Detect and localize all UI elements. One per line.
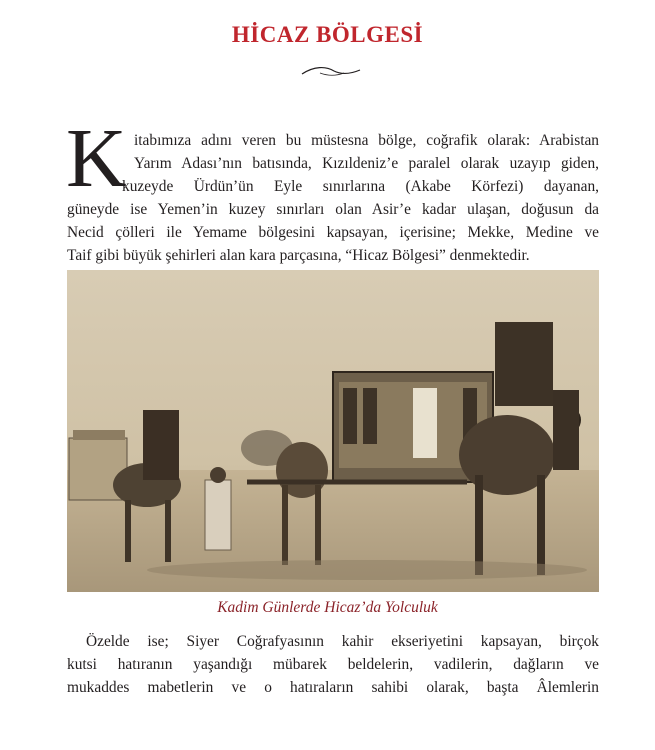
intro-line: itabımıza adını veren bu müstesna bölge, coğrafik olarak: Arabistan xyxy=(134,132,599,149)
photo-caption: Kadim Günlerde Hicaz’da Yolculuk xyxy=(217,599,438,616)
intro-line: Necid çölleri ile Yemame bölgesini kapsayan, içerisine; Mekke, Medine ve xyxy=(67,224,599,241)
ornament-divider xyxy=(300,64,362,78)
drop-cap: K xyxy=(66,112,127,205)
intro-line: Taif gibi büyük şehirleri alan kara parçasına, “Hicaz Bölgesi” denmektedir. xyxy=(67,247,530,264)
body-line: mukaddes mabetlerin ve o hatıraların sahibi olarak, başta Âlemlerin xyxy=(67,679,599,696)
page-title: HİCAZ BÖLGESİ xyxy=(231,22,424,47)
intro-line: kuzeyde Ürdün’ün Eyle sınırlarına (Akabe Körfezi) dayanan, xyxy=(122,178,599,195)
body-line: kutsi hatıranın yaşandığı mübarek beldelerin, vadilerin, dağların ve xyxy=(67,656,599,673)
body-line: Özelde ise; Siyer Coğrafyasının kahir ekseriyetini kapsayan, birçok xyxy=(86,633,599,650)
intro-line: Yarım Adası’nın batısında, Kızıldeniz’e paralel olarak uzayıp giden, xyxy=(134,155,599,172)
caravan-photo xyxy=(67,270,599,592)
intro-line: güneyde ise Yemen’in kuzey sınırları olan Asir’e kadar ulaşan, doğusun da xyxy=(67,201,599,218)
